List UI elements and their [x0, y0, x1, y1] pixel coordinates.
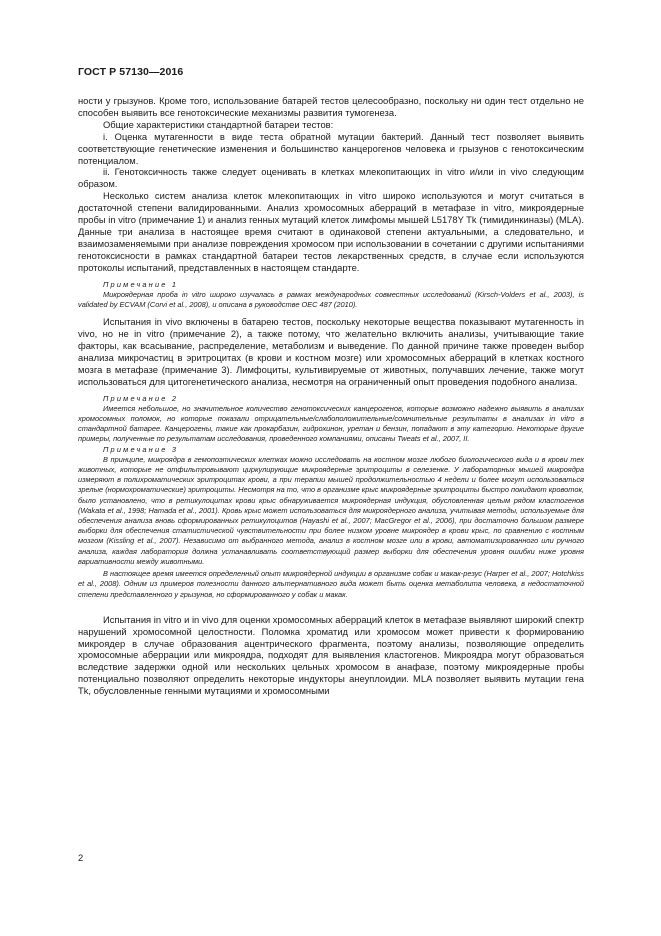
note-3-title: Примечание 3	[103, 444, 179, 454]
note-3-text-2: В настоящее время имеется определенный опыт микроядерной индукции в организме собак и макак-резус (Harper et al., 2007; Hotchkiss et al., 2008). Одним из примеров полезности данного альтернативного вида может быть оценка метаболита человека, в недостаточной степени представленного у грызунов, но сформированного у собак и макак.	[78, 569, 584, 599]
paragraph-chromosomal-aberrations: Испытания in vitro и in vivo для оценки хромосомных аберраций клеток в метафазе выявляют широкий спектр нарушений хромосомной целостности. Поломка хроматид или хромосом может привести к формированию микроядер в случае образования ацентрического фрагмента, поэтому анализы, позволяющие определить хромосомные аберрации или микроядра, подходят для выявления кластогенов. Микроядра могут образоваться вследствие задержки одной или нескольких цельных хромосом в анафазе, поэтому микроядерные пробы потенциально позволяют определить некоторые индукторы анеуплоидии. MLA позволяет выявить мутации гена Tk, обусловленные генными мутациями и хромосомными	[78, 613, 584, 697]
paragraph-battery-intro: Общие характеристики стандартной батареи тестов:	[103, 118, 334, 130]
paragraph-in-vivo: Испытания in vivo включены в батарею тестов, поскольку некоторые вещества показывают мутагенность in vivo, но не in vitro (примечание 2), а также потому, что желательно включить анализы, учитывающие такие факторы, как всасывание, распределение, метаболизм и выведение. По данной причине также проведен выбор анализа микрочастиц в эритроцитах (в крови и костном мозге) или хромосомных аберраций в клетках костного мозга в метафазе (примечание 3). Лимфоциты, культивируемые от животных, получавших лечение, также могут использоваться для цитогенетического анализа, несмотря на ограниченный опыт проведения подобного анализа.	[78, 316, 584, 387]
note-1	[78, 280, 584, 311]
note-1-title: Примечание 1	[103, 279, 179, 289]
document-header: ГОСТ Р 57130—2016	[78, 66, 184, 78]
page-number: 2	[78, 852, 84, 863]
note-3-text-1: В принципе, микроядра в гемопоэтических клетках можно исследовать на костном мозге любого биологического вида и в крови тех животных, которые не отфильтровывают циркулирующие микроядерные эритроциты в селезенке. У лабораторных мышей микроядра измеряют в полихроматических эритроцитах крови, а при терапии мышей продолжительностью 4 недели и более могут использоваться зрелые (нормохроматические) эритроциты. Несмотря на то, что в организме крыс микроядерные эритроциты быстро покидают кровоток, было установлено, что в ретикулоцитах крови крыс обнаруживается микроядерная индукция, обусловленная целым рядом кластогенов (Wakata et al., 1998; Hamada et al., 2001). Кровь крыс может использоваться для микроядерного анализа, учитывая методы, используемые для обеспечения анализа вновь сформированных ретикулоцитов (Hayashi et al., 2007; MacGregor et al., 2006), при достаточно большом размере выборки для обеспечения статистической чувствительности при более низком уровне микроядер в крови крыс, по сравнению с костным мозгом (Kissling et al., 2007). Независимо от выбранного метода, анализ в костном мозге или в крови, автоматизированного или ручного анализа, каждая лаборатория должна устанавливать соответствующий размер выборки для обеспечения уровня ошибки ниже уровня вариативности между животными.	[78, 454, 584, 566]
note-2	[78, 394, 584, 600]
paragraph-item-ii: ii. Генотоксичность также следует оценивать в клетках млекопитающих in vitro и/или in vivo следующим образом.	[78, 166, 584, 190]
paragraph-item-i: i. Оценка мутагенности в виде теста обратной мутации бактерий. Данный тест позволяет выявить соответствующие генетические изменения и большинство канцерогенов человека и грызунов с генотоксическим потенциалом.	[78, 130, 584, 166]
note-1-text: Микроядерная проба in vitro широко изучалась в рамках международных совместных исследований (Kirsch-Volders et al., 2003), is validated by ECVAM (Corvi et al., 2008), и описана в руководстве ОЕС 487 (2010).	[78, 289, 584, 309]
note-2-text: Имеется небольшое, но значительное количество генотоксических канцерогенов, которые возможно надежно выявить в анализах хромосомных поломок, но которые показали отрицательные/слабоположительные/сомнительные результаты в анализах in vitro в стандартной батарее. Канцерогены, такие как прокарбазин, гидрохинон, уретан и бензин, попадают в эту категорию. Некоторые другие примеры, полученные по результатам исследования, проведенного компаниями, описаны Tweats et al., 2007, II.	[78, 403, 584, 444]
paragraph-in-vitro-systems: Несколько систем анализа клеток млекопитающих in vitro широко используются и могут считаться в достаточной степени валидированными. Анализ хромосомных аберраций в метафазе in vitro, микроядерные пробы in vitro (примечание 1) и анализ генных мутаций клеток лимфомы мышей L5178Y Tk (тимидинкиназы) (MLA). Данные три анализа в настоящее время считают в одинаковой степени актуальными, а следовательно, и взаимозаменяемыми при анализе повреждения хромосом при использовании в сочетании с другими испытаниями генотоксисности в рамках стандартной батареи тестов лекарственных средств, в случае если используются протоколы испытаний, представленных в настоящем стандарте.	[78, 190, 584, 273]
document-body	[78, 95, 584, 697]
paragraph-continuation: ности у грызунов. Кроме того, использование батарей тестов целесообразно, поскольку ни один тест отдельно не способен выявить все генотоксические механизмы развития тумогенеза.	[78, 95, 584, 118]
note-2-title: Примечание 2	[103, 393, 179, 403]
